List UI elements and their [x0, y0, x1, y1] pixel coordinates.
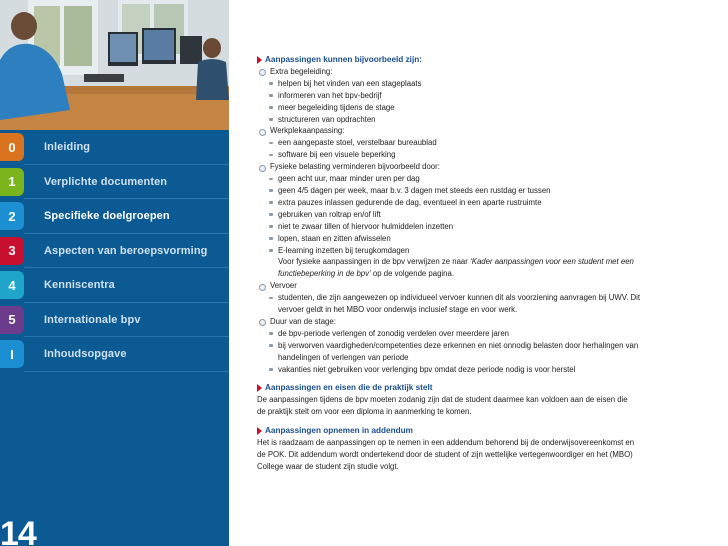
nav-item-number: 5	[0, 306, 24, 334]
note-text: Voor fysieke aanpassingen in de bpv verwijzen ze naar	[278, 257, 471, 267]
sub-list-item: niet te zwaar tillen of hiervoor hulmiddelen inzetten	[257, 221, 675, 233]
sub-list-item: studenten, die zijn aangewezen op individueel vervoer kunnen dit als voorziening aanvragen bij UWV. Dit	[257, 292, 675, 304]
paragraph-line: de POK. Dit addendum wordt ondertekend door de student of zijn wettelijke vertegenwoordiger en het (MBO)	[257, 450, 633, 459]
nav-item-number: 0	[0, 133, 24, 161]
arrow-right-icon	[257, 384, 262, 392]
nav-item-label: Kenniscentra	[44, 279, 115, 292]
nav-item-number: I	[0, 340, 24, 368]
sub-list-item: geen acht uur, maar minder uren per dag	[257, 173, 675, 185]
sub-list-item: lopen, staan en zitten afwisselen	[257, 233, 675, 245]
sub-list-item: vakanties niet gebruiken voor verlenging bpv omdat deze periode nodig is voor herstel	[257, 364, 675, 376]
list-item: Fysieke belasting verminderen bijvoorbeeld door:	[257, 161, 675, 173]
list-item: Extra begeleiding:	[257, 66, 675, 78]
paragraph-line: Het is raadzaam de aanpassingen op te nemen in een addendum behorend bij de onderwijsovereenkomst en	[257, 438, 635, 448]
nav-item-label: Inleiding	[44, 141, 91, 154]
paragraph-line: de praktijk stelt om voor een diploma in aanmerking te komen.	[257, 407, 472, 417]
left-panel	[0, 0, 229, 546]
sub-list-item: gebruiken van roltrap en/of lift	[257, 209, 675, 221]
note-reference: functiebeperking in de bpv’	[278, 269, 371, 279]
nav-item-label: Aspecten van beroepsvorming	[44, 244, 208, 257]
heading-eisen	[257, 382, 675, 394]
chapter-nav	[0, 130, 229, 372]
nav-item-label: Verplichte documenten	[44, 175, 168, 188]
nav-item-number: 4	[0, 271, 24, 299]
heading-aanpassingen	[257, 54, 675, 66]
paragraph-line: College waar de student zijn studie volgt.	[257, 461, 399, 471]
heading-text: Aanpassingen opnemen in addendum	[265, 426, 413, 436]
sub-list-item-cont: handelingen of verlengen van periode	[278, 352, 409, 362]
sub-list-item: de bpv-periode verlengen of zonodig verdelen over meerdere jaren	[257, 328, 675, 340]
fysieke-note	[257, 256, 675, 268]
sub-list-item: meer begeleiding tijdens de stage	[257, 102, 675, 114]
nav-item-label: Internationale bpv	[44, 313, 141, 326]
page-number: 14	[0, 515, 36, 546]
sub-list-item: E-learning inzetten bij terugkomdagen	[257, 245, 675, 257]
nav-item-0[interactable]	[0, 130, 229, 165]
arrow-right-icon	[257, 427, 262, 435]
header-photo	[0, 0, 229, 130]
sub-list-item: extra pauzes inlassen gedurende de dag, eventueel in een aparte rustruimte	[257, 197, 675, 209]
sub-list-item: structureren van opdrachten	[257, 114, 675, 126]
list-item: Duur van de stage:	[257, 316, 675, 328]
nav-item-3[interactable]	[0, 234, 229, 269]
note-text: op de volgende pagina.	[370, 269, 455, 279]
nav-item-5[interactable]	[0, 303, 229, 338]
sub-list-item: helpen bij het vinden van een stageplaats	[257, 78, 675, 90]
sub-list-item: een aangepaste stoel, verstelbaar bureaublad	[257, 137, 675, 149]
nav-item-number: 3	[0, 237, 24, 265]
note-reference: ‘Kader aanpassingen voor een student met een	[470, 257, 634, 267]
sub-list-item: geen 4/5 dagen per week, maar b.v. 3 dagen met steeds een rustdag er tussen	[257, 185, 675, 197]
heading-text: Aanpassingen en eisen die de praktijk stelt	[265, 383, 433, 393]
main-content	[257, 54, 675, 473]
nav-item-number: 1	[0, 168, 24, 196]
nav-divider	[24, 371, 229, 372]
list-item: Werkplekaanpassing:	[257, 125, 675, 137]
nav-item-number: 2	[0, 202, 24, 230]
list-item: Vervoer	[257, 280, 675, 292]
paragraph-line: De aanpassingen tijdens de bpv moeten zodanig zijn dat de student daarmee kan voldoen aan de eisen die	[257, 395, 628, 405]
nav-item-4[interactable]	[0, 268, 229, 303]
nav-item-label: Inhoudsopgave	[44, 348, 127, 361]
nav-item-2[interactable]	[0, 199, 229, 234]
heading-text: Aanpassingen kunnen bijvoorbeeld zijn:	[265, 55, 422, 64]
heading-addendum	[257, 425, 675, 437]
sub-list-item: informeren van het bpv-bedrijf	[257, 90, 675, 102]
nav-item-6[interactable]	[0, 337, 229, 372]
nav-item-1[interactable]	[0, 165, 229, 200]
nav-item-label: Specifieke doelgroepen	[44, 210, 170, 223]
arrow-right-icon	[257, 56, 262, 64]
fysieke-note-cont	[257, 268, 675, 280]
sub-list-item-cont: vervoer geldt in het MBO voor onderwijs inclusief stage en voor werk.	[278, 305, 518, 315]
sub-list-item: software bij een visuele beperking	[257, 149, 675, 161]
sub-list-item: bij verworven vaardigheden/competenties deze erkennen en niet onnodig belasten door herhalingen van	[257, 340, 675, 352]
